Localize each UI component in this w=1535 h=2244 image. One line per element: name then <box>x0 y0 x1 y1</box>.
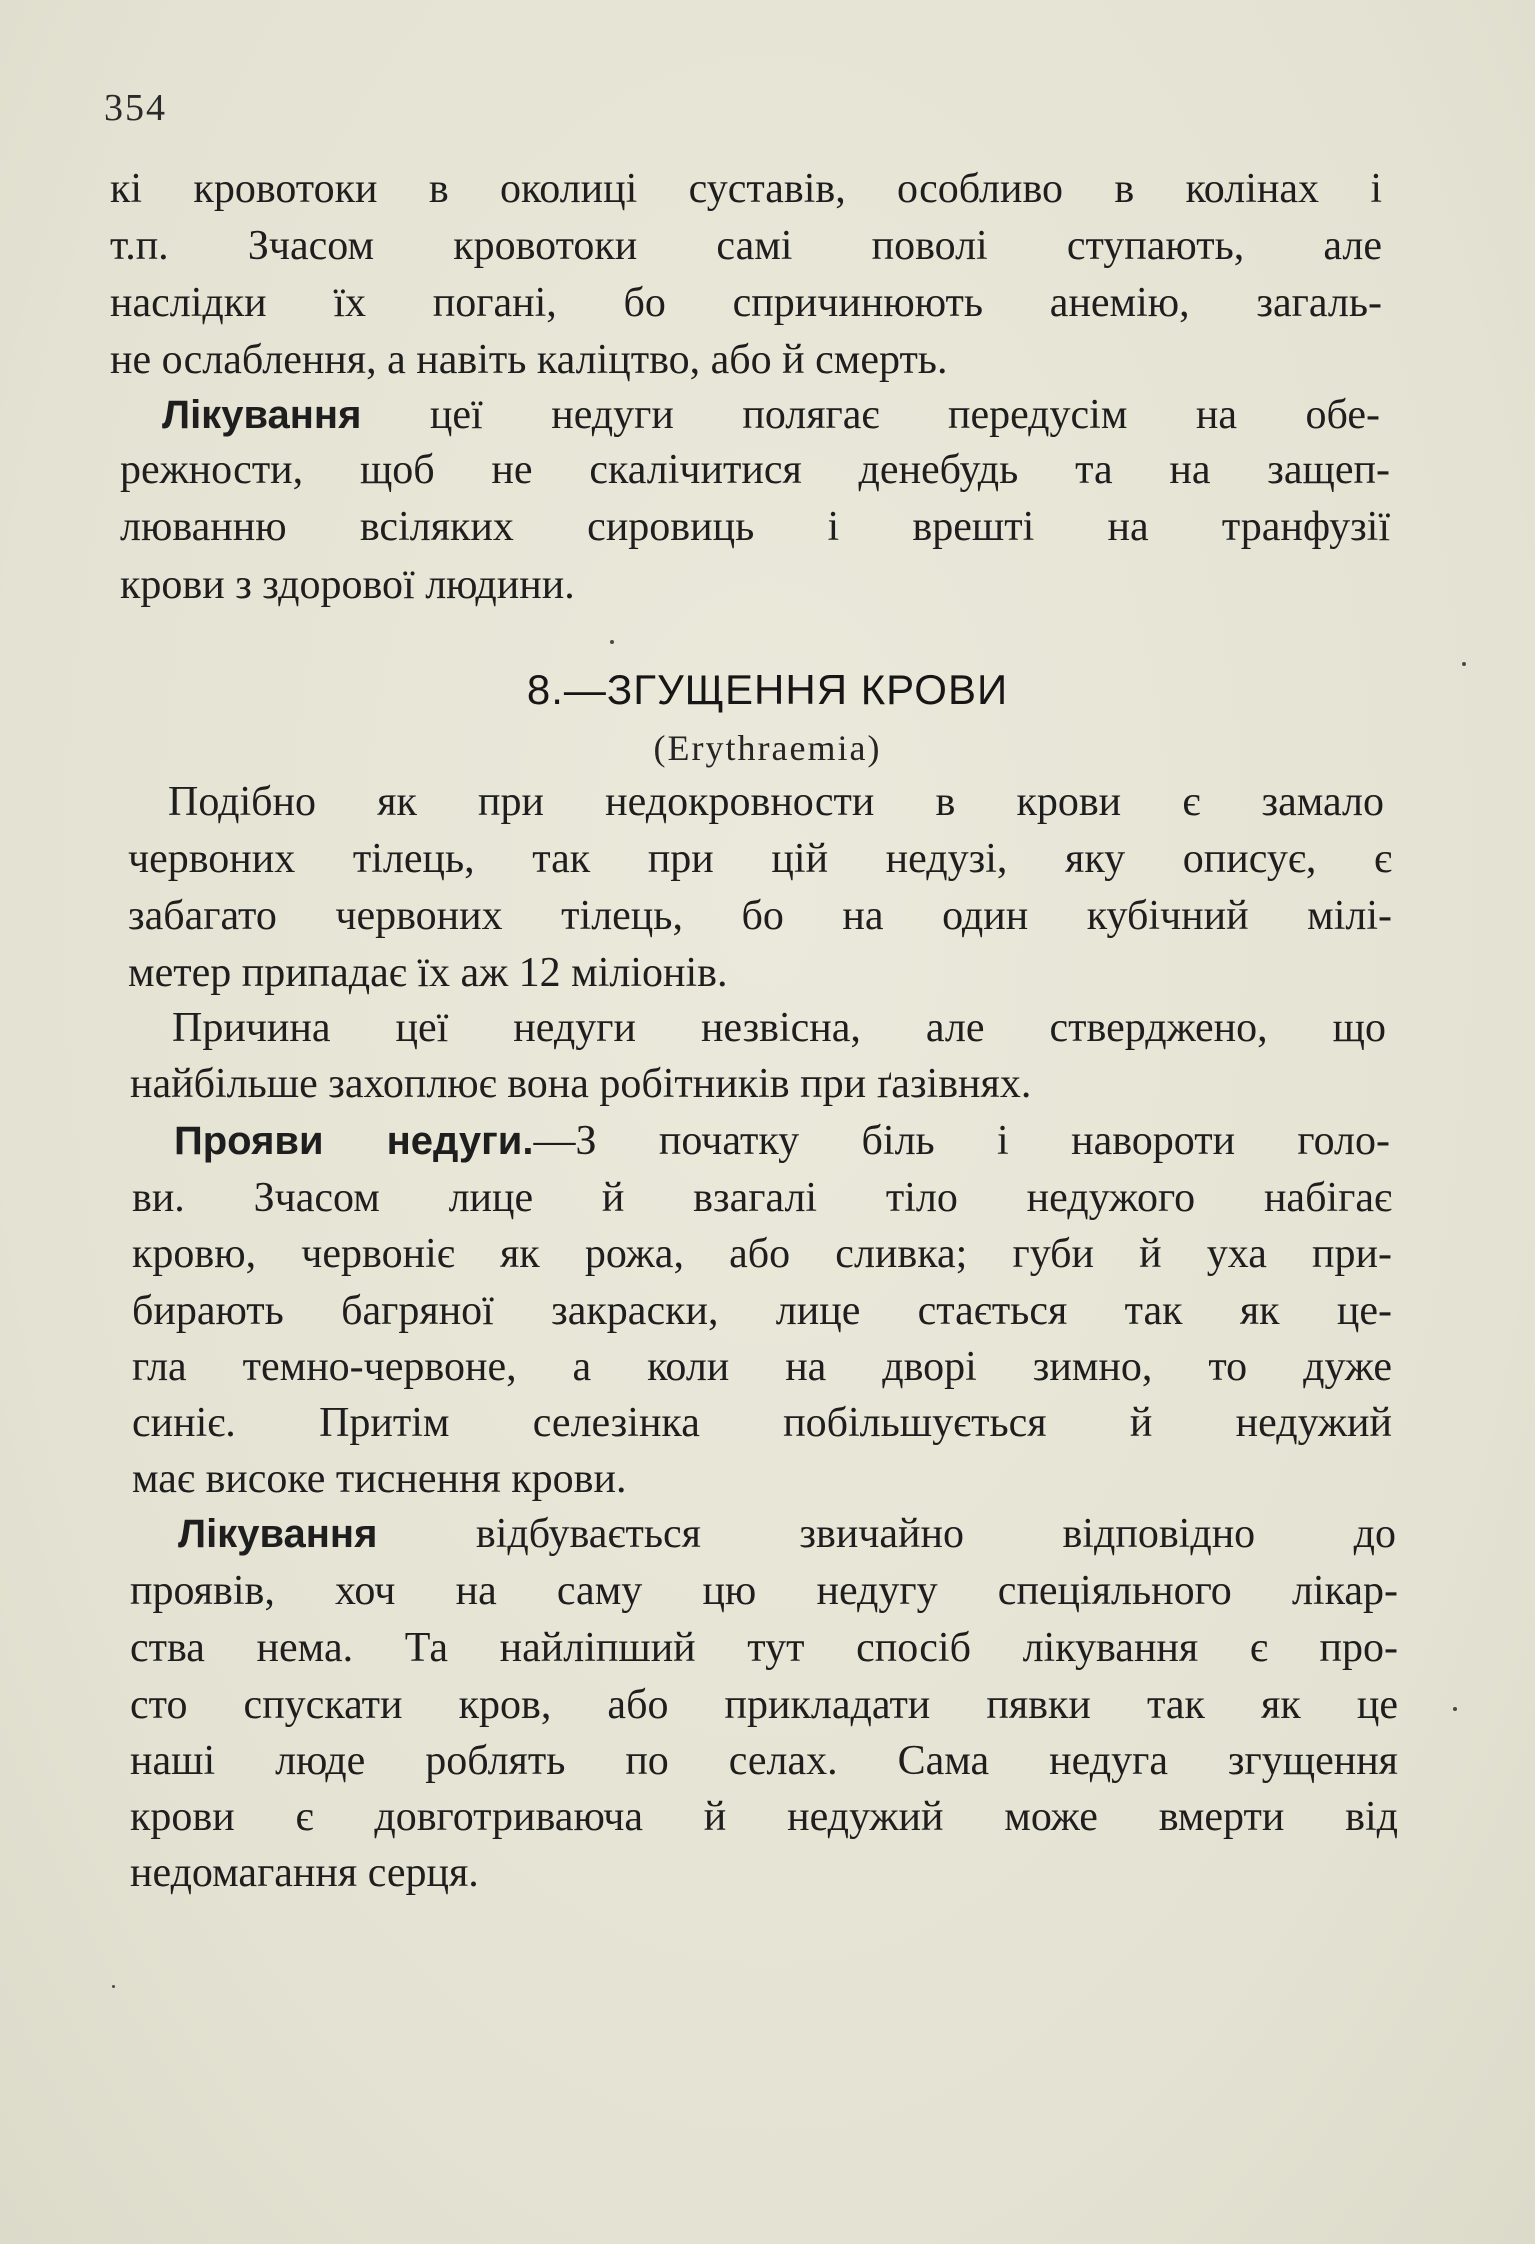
text-line: найбільше захоплює вона робітників при ґазівнях. <box>130 1061 1032 1107</box>
paragraph-lead-line <box>178 1513 1396 1555</box>
text-line: Причина цеї недуги незвісна, але стверджено, що <box>172 1005 1386 1051</box>
treatment-heading: Лікування <box>178 1512 378 1556</box>
page-number: 354 <box>104 87 167 129</box>
text-line: Подібно як при недокровности в крови є замало <box>168 779 1384 825</box>
text-line: кровю, червоніє як рожа, або сливка; губи й уха при- <box>132 1231 1392 1277</box>
paper-speck <box>112 1985 115 1988</box>
text-fragment: відбувається звичайно відповідно до <box>377 1511 1396 1557</box>
text-line: крови з здорової людини. <box>120 562 575 608</box>
paper-speck <box>610 640 614 644</box>
text-line: червоних тілець, так при цій недузі, яку описує, є <box>128 836 1392 882</box>
text-line: синіє. Притім селезінка побільшується й недужий <box>132 1400 1392 1446</box>
paper-speck <box>1453 1707 1457 1711</box>
paper-speck <box>1462 662 1466 666</box>
text-line: бирають багряної закраски, лице стається так як це- <box>132 1288 1392 1334</box>
paragraph-lead-line <box>174 1120 1390 1162</box>
text-line: ви. Зчасом лице й взагалі тіло недужого набігає <box>132 1175 1392 1221</box>
section-heading: 8.—ЗГУЩЕННЯ КРОВИ <box>526 666 1009 713</box>
text-fragment: —З початку біль і навороти голо- <box>533 1118 1390 1164</box>
paragraph-lead-line <box>162 394 1380 436</box>
text-line: недомагання серця. <box>130 1850 479 1896</box>
text-line: проявів, хоч на саму цю недугу спеціяльного лікар- <box>130 1568 1398 1614</box>
symptoms-heading: Прояви недуги. <box>174 1119 534 1163</box>
text-line: забагато червоних тілець, бо на один кубічний мілі- <box>128 893 1392 939</box>
text-line: ства нема. Та найліпший тут спосіб лікування є про- <box>130 1625 1398 1671</box>
text-line: метер припадає їх аж 12 міліонів. <box>128 950 728 996</box>
text-line: не ослаблення, а навіть каліцтво, або й смерть. <box>110 337 948 383</box>
text-line: люванню всіляких сировиць і врешті на транфузії <box>120 504 1390 550</box>
text-line: крови є довготриваюча й недужий може вмерти від <box>130 1794 1398 1840</box>
text-line: режности, щоб не скалічитися денебудь та на защеп- <box>120 447 1390 493</box>
text-line: т.п. Зчасом кровотоки самі поволі ступають, але <box>110 223 1382 269</box>
text-fragment: цеї недуги полягає передусім на обе- <box>361 392 1380 438</box>
treatment-heading: Лікування <box>162 393 362 437</box>
text-line: кі кровотоки в околиці суставів, особливо в колінах і <box>110 166 1382 212</box>
text-line: сто спускати кров, або прикладати пявки так як це <box>130 1682 1398 1728</box>
text-line: наші люде роблять по селах. Сама недуга згущення <box>130 1738 1398 1784</box>
text-line: наслідки їх погані, бо спричинюють анемію, загаль- <box>110 280 1382 326</box>
text-line: має високе тиснення крови. <box>132 1456 627 1502</box>
text-line: гла темно-червоне, а коли на дворі зимно, то дуже <box>132 1344 1392 1390</box>
section-subheading: (Erythraemia) <box>653 728 882 768</box>
